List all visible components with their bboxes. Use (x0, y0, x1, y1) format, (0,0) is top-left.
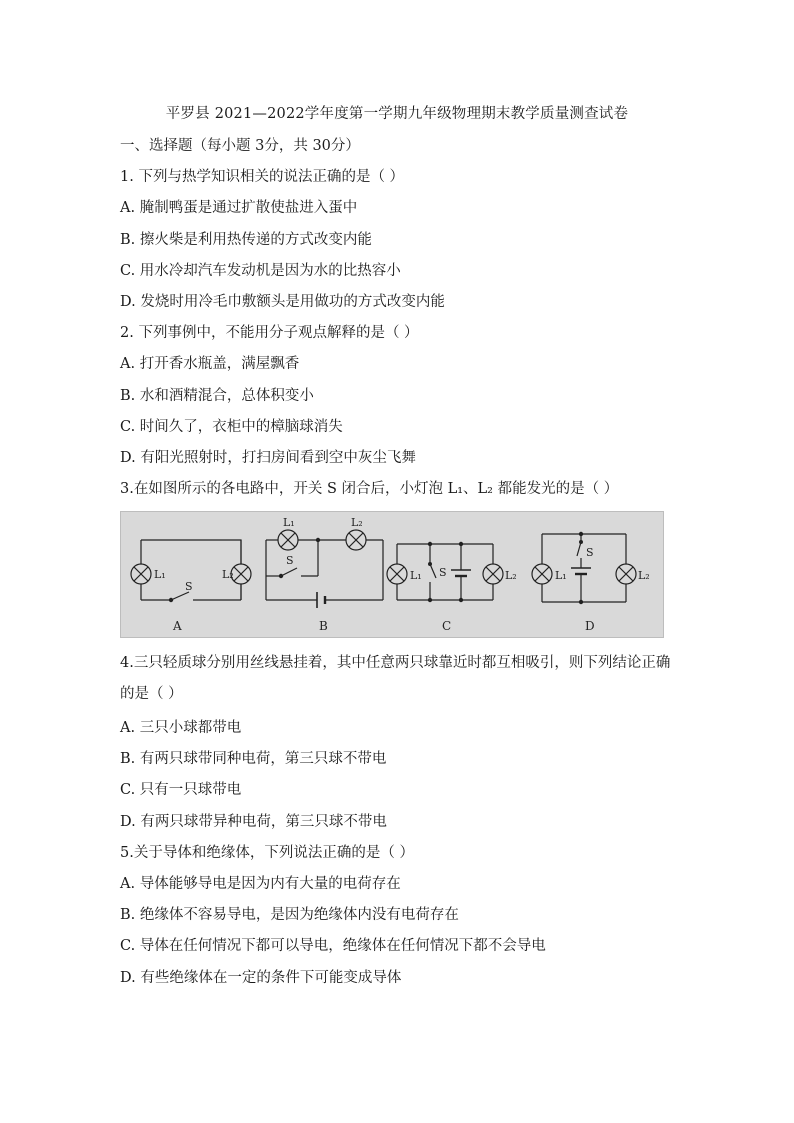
question-1-option-a: A. 腌制鸭蛋是通过扩散使盐进入蛋中 (120, 200, 358, 216)
question-3-stem: 3.在如图所示的各电路中，开关 S 闭合后，小灯泡 L₁、L₂ 都能发光的是（ ） (120, 481, 619, 497)
question-4-option-c: C. 只有一只球带电 (120, 782, 242, 798)
lamp-icon (231, 564, 251, 584)
lamp-icon (346, 530, 366, 550)
lamp-icon (616, 564, 636, 584)
switch-label-b: S (286, 554, 294, 567)
lamp-icon (387, 564, 407, 584)
question-5-option-b: B. 绝缘体不容易导电，是因为绝缘体内没有电荷存在 (120, 907, 459, 923)
question-4-option-a: A. 三只小球都带电 (120, 720, 242, 736)
lamp2-label-a: L₂ (222, 568, 234, 581)
lamp1-label-d: L₁ (555, 569, 567, 582)
lamp-icon (483, 564, 503, 584)
caption-c: C (442, 619, 452, 633)
lamp2-label-d: L₂ (638, 569, 650, 582)
caption-a: A (173, 619, 182, 633)
question-1-option-c: C. 用水冷却汽车发动机是因为水的比热容小 (120, 263, 401, 279)
caption-b: B (319, 619, 328, 633)
circuit-d (532, 532, 650, 633)
lamp1-label-c: L₁ (410, 569, 422, 582)
section-heading: 一、选择题（每小题 3分，共 30分） (120, 138, 360, 154)
lamp-icon (278, 530, 298, 550)
lamp2-label-b: L₂ (351, 516, 363, 529)
lamp1-label-a: L₁ (154, 568, 166, 581)
circuit-b (266, 516, 383, 633)
question-1-option-b: B. 擦火柴是利用热传递的方式改变内能 (120, 232, 372, 248)
question-5-stem: 5.关于导体和绝缘体，下列说法正确的是（ ） (120, 845, 414, 861)
lamp2-label-c: L₂ (505, 569, 517, 582)
switch-label-a: S (185, 580, 193, 593)
question-2-option-c: C. 时间久了，衣柜中的樟脑球消失 (120, 419, 343, 435)
question-5-option-c: C. 导体在任何情况下都可以导电，绝缘体在任何情况下都不会导电 (120, 938, 546, 954)
question-4-stem: 4.三只轻质球分别用丝线悬挂着，其中任意两只球靠近时都互相吸引，则下列结论正确的是（ ） (120, 655, 671, 702)
question-5-option-d: D. 有些绝缘体在一定的条件下可能变成导体 (120, 970, 402, 986)
lamp-icon (532, 564, 552, 584)
question-1-stem: 1. 下列与热学知识相关的说法正确的是（ ） (120, 169, 405, 185)
exam-title: 平罗县 2021—2022学年度第一学期九年级物理期末教学质量测查试卷 (165, 106, 629, 122)
circuit-figure (120, 511, 664, 638)
circuit-c (387, 542, 517, 633)
question-1-option-d: D. 发烧时用冷毛巾敷额头是用做功的方式改变内能 (120, 294, 445, 310)
question-2-option-a: A. 打开香水瓶盖，满屋飘香 (120, 356, 300, 372)
question-2-option-d: D. 有阳光照射时，打扫房间看到空中灰尘飞舞 (120, 450, 416, 466)
lamp-icon (131, 564, 151, 584)
question-2-stem: 2. 下列事例中，不能用分子观点解释的是（ ） (120, 325, 419, 341)
lamp1-label-b: L₁ (283, 516, 295, 529)
question-4-option-b: B. 有两只球带同种电荷，第三只球不带电 (120, 751, 387, 767)
question-5-option-a: A. 导体能够导电是因为内有大量的电荷存在 (120, 876, 401, 892)
switch-label-c: S (439, 566, 447, 579)
switch-label-d: S (586, 546, 594, 559)
caption-d: D (585, 619, 595, 633)
question-2-option-b: B. 水和酒精混合，总体积变小 (120, 388, 314, 404)
circuit-a (131, 540, 251, 633)
switch-a (171, 592, 189, 600)
question-4-option-d: D. 有两只球带异种电荷，第三只球不带电 (120, 814, 387, 830)
